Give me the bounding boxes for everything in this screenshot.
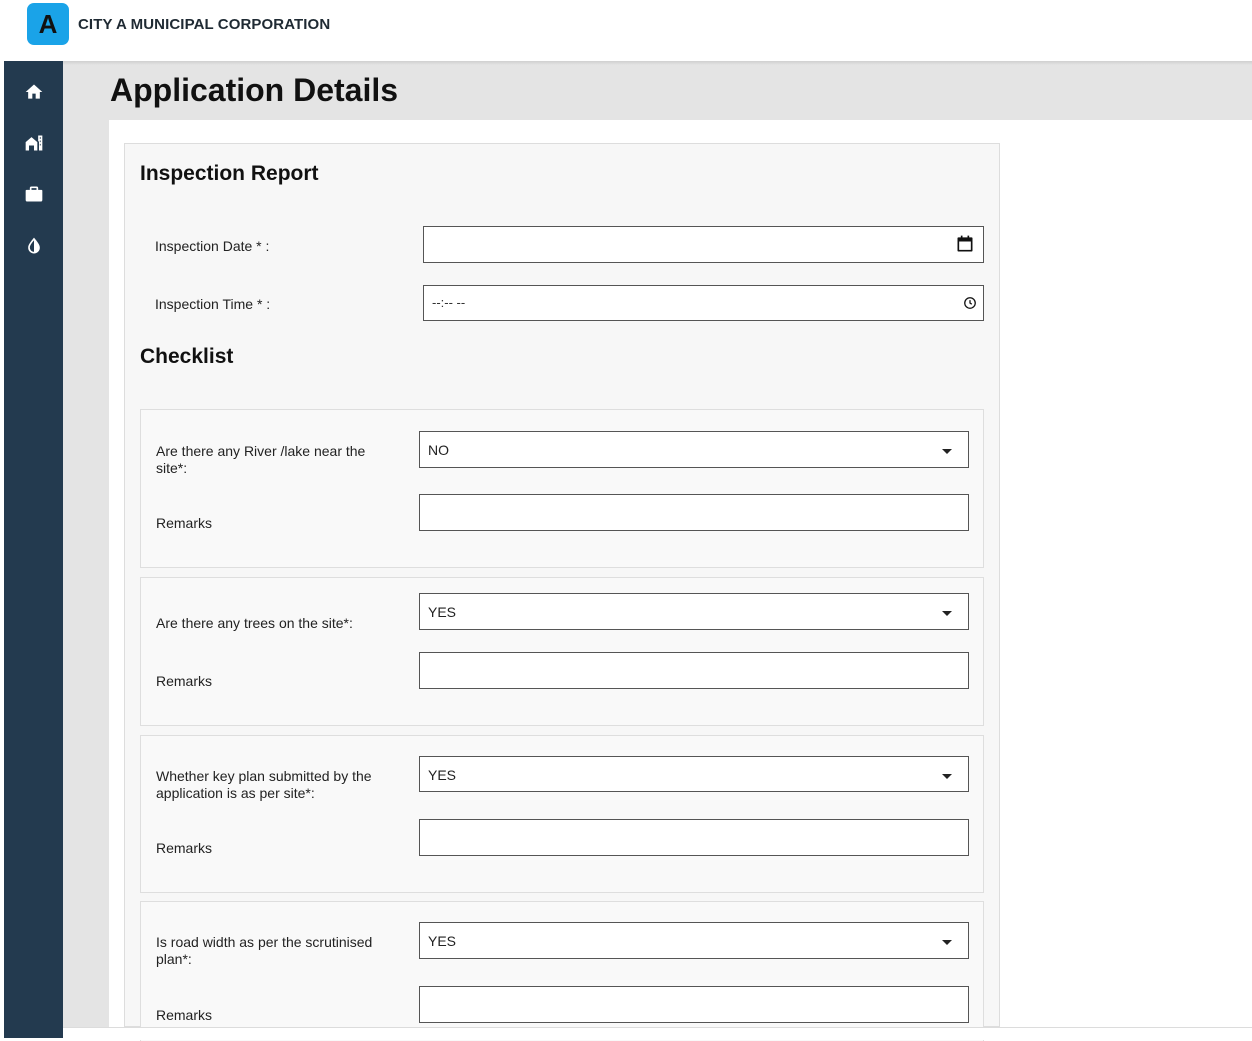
checklist-question: Is road width as per the scrutinised plan*: (156, 934, 373, 967)
contrast-icon (24, 236, 44, 256)
home-icon (24, 82, 44, 102)
briefcase-icon (24, 184, 44, 204)
checklist-answer-select[interactable] (419, 756, 969, 792)
sidebar-item-buildings[interactable] (4, 123, 63, 163)
top-bar (0, 0, 1252, 62)
remarks-label: Remarks (156, 673, 213, 689)
calendar-icon[interactable] (955, 234, 975, 254)
chevron-down-icon (942, 940, 952, 945)
chevron-down-icon (942, 449, 952, 454)
chevron-down-icon (942, 774, 952, 779)
remarks-label: Remarks (156, 515, 213, 531)
remarks-input[interactable] (419, 819, 969, 856)
checklist-item (140, 901, 984, 1041)
inspection-date-input[interactable] (423, 226, 984, 263)
remarks-label: Remarks (156, 1007, 213, 1023)
bottom-edge (63, 1027, 1252, 1040)
select-value: YES (428, 604, 457, 620)
checklist-answer-select[interactable] (419, 593, 969, 630)
checklist-item (140, 409, 984, 568)
inspection-date-label: Inspection Date * : (155, 238, 270, 254)
sidebar-item-contrast[interactable] (4, 226, 63, 266)
remarks-label: Remarks (156, 840, 213, 856)
sidebar (4, 61, 63, 1038)
inspection-time-label: Inspection Time * : (155, 296, 271, 312)
select-value: NO (428, 442, 449, 458)
select-value: YES (428, 767, 457, 783)
remarks-input[interactable] (419, 986, 969, 1023)
header-shadow (63, 61, 1252, 65)
clock-icon[interactable] (963, 296, 977, 310)
chevron-down-icon (942, 611, 952, 616)
brand-logo[interactable]: A (27, 3, 69, 45)
inspection-time-input[interactable] (423, 285, 984, 321)
remarks-input[interactable] (419, 494, 969, 531)
checklist-answer-select[interactable] (419, 431, 969, 468)
org-name: CITY A MUNICIPAL CORPORATION (78, 16, 331, 33)
sidebar-item-briefcase[interactable] (4, 174, 63, 214)
checklist-item (140, 735, 984, 893)
checklist-item (140, 577, 984, 726)
sidebar-item-home[interactable] (4, 72, 63, 112)
remarks-input[interactable] (419, 652, 969, 689)
buildings-icon (24, 133, 44, 153)
page-title: Application Details (110, 72, 399, 108)
checklist-question: Are there any trees on the site*: (156, 615, 353, 631)
checklist-question: Are there any River /lake near the site*: (156, 443, 366, 476)
time-placeholder: --:-- -- (432, 295, 466, 310)
checklist-heading: Checklist (140, 345, 234, 368)
select-value: YES (428, 933, 457, 949)
checklist-question: Whether key plan submitted by the application is as per site*: (156, 768, 372, 801)
inspection-report-heading: Inspection Report (140, 162, 319, 185)
checklist-answer-select[interactable] (419, 922, 969, 959)
